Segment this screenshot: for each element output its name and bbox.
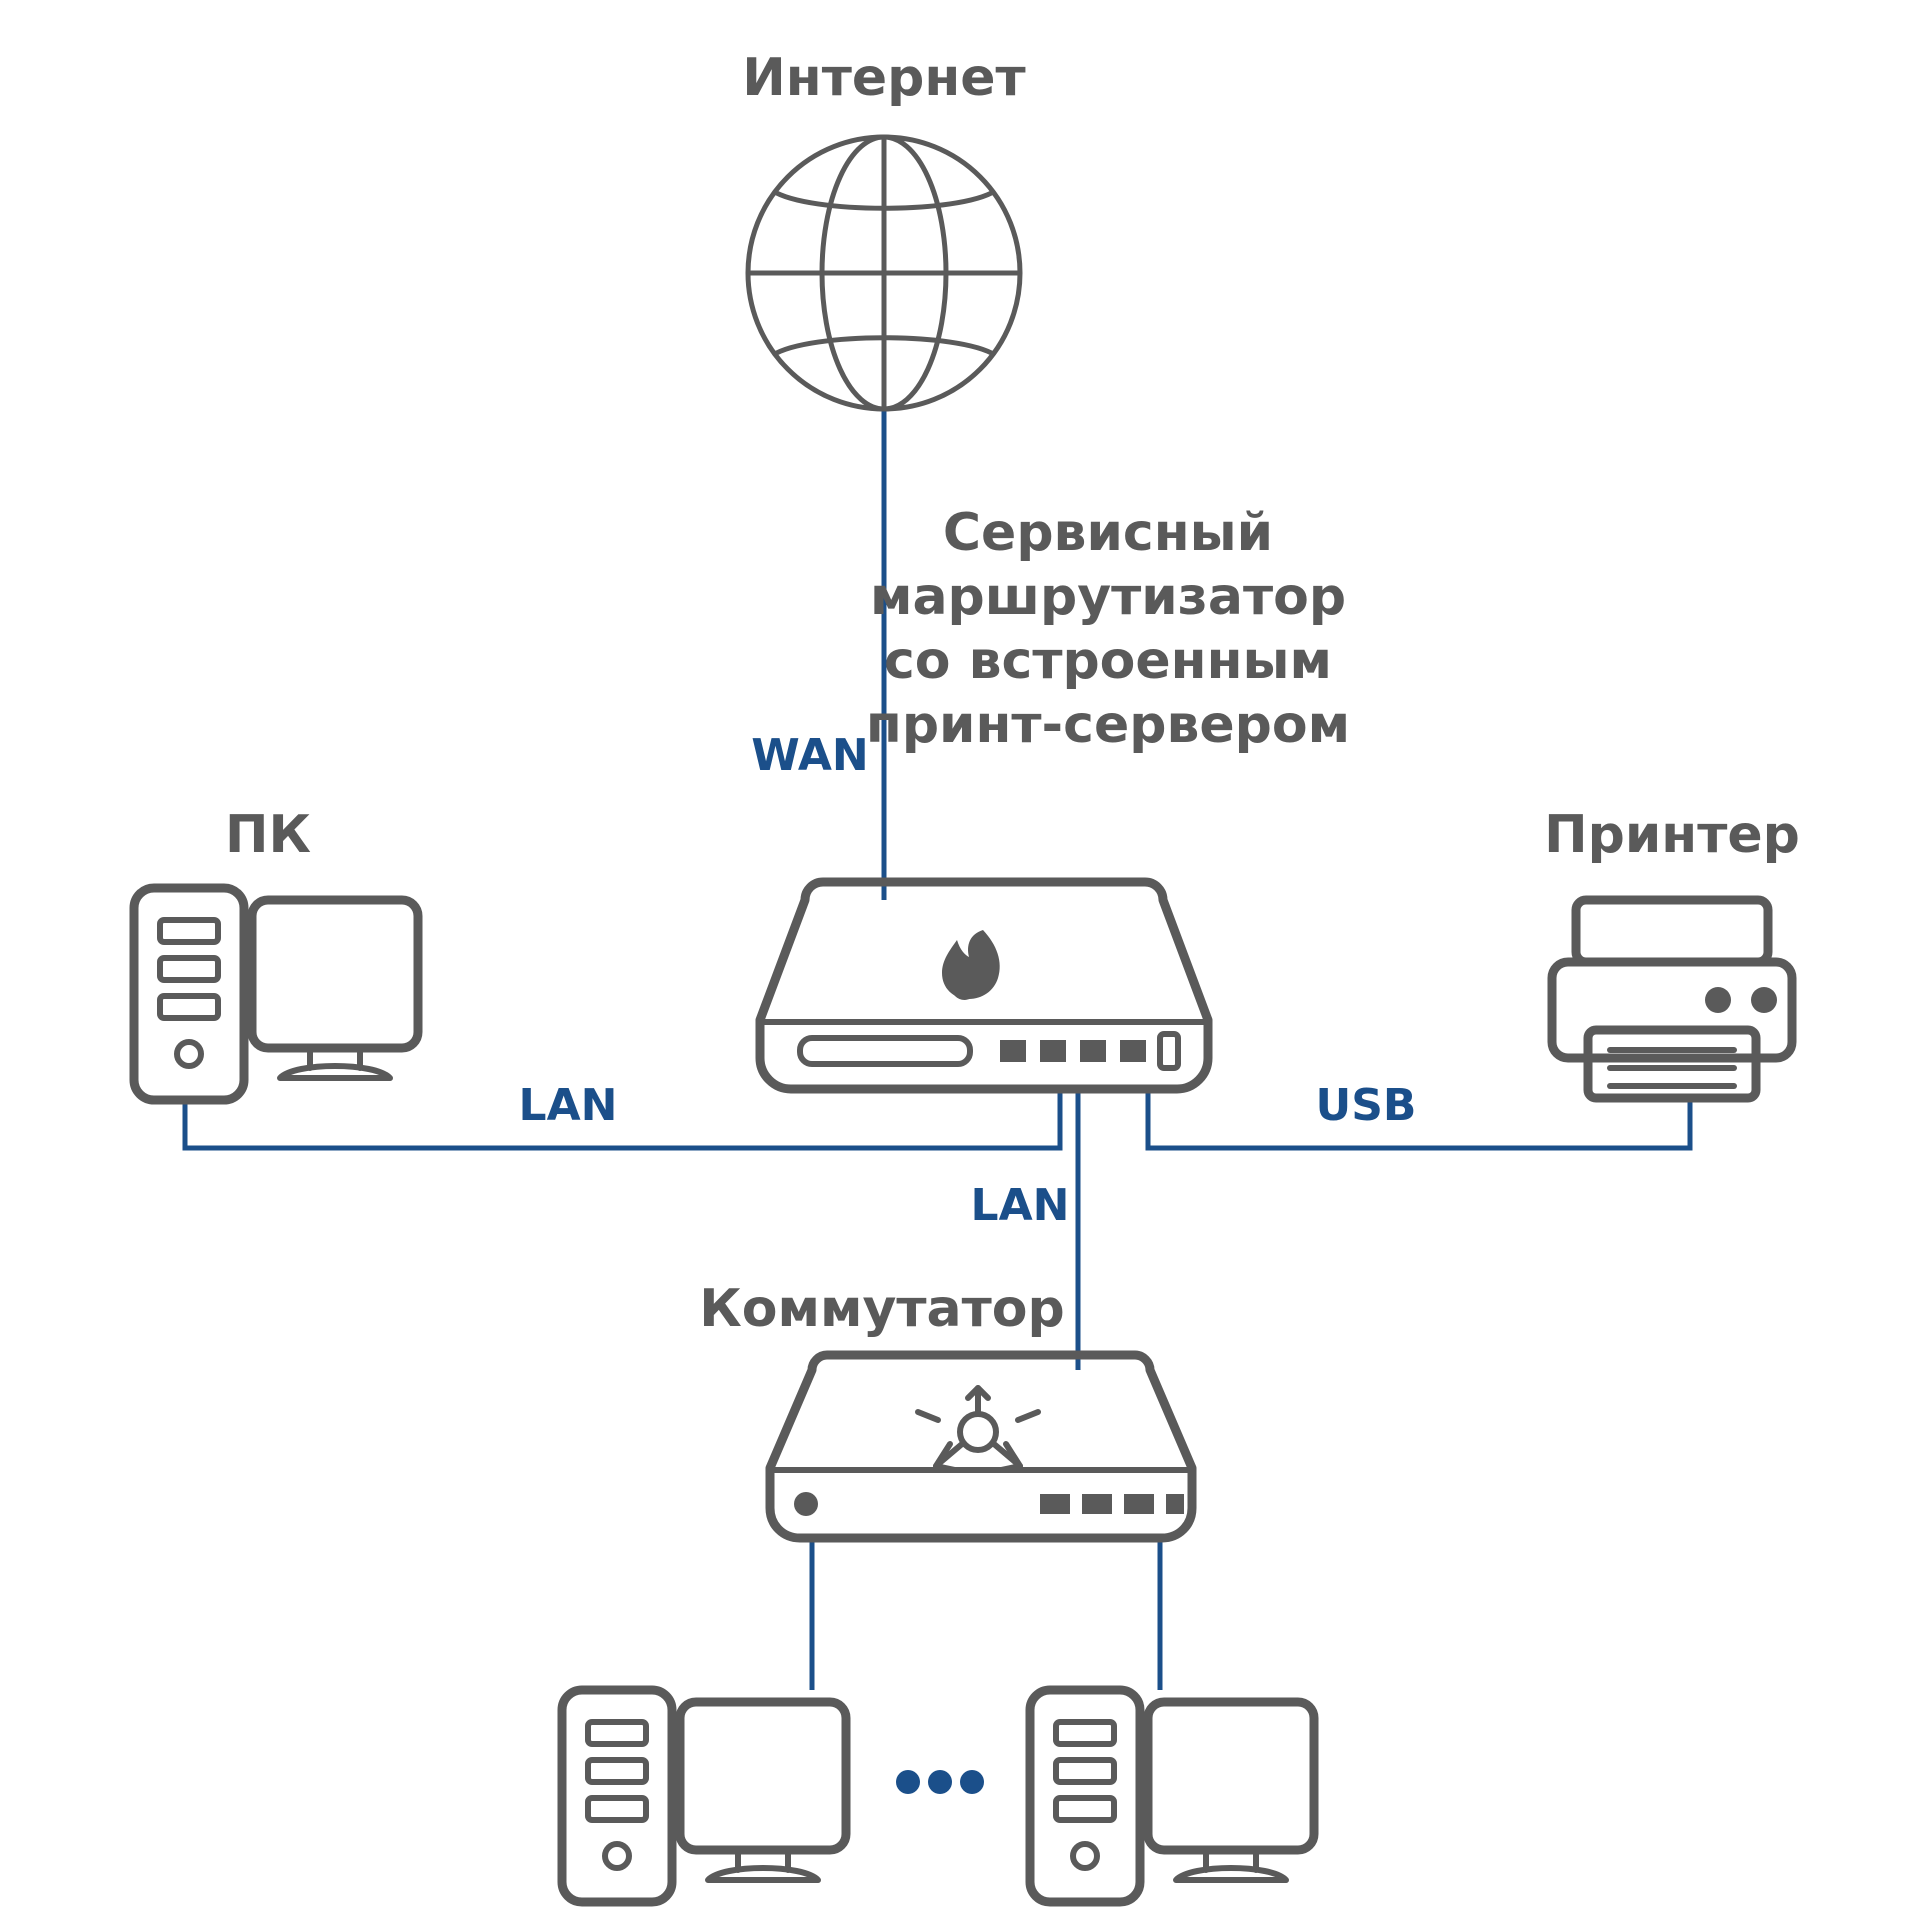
desktop-computer-icon <box>1030 1690 1314 1902</box>
pc-label: ПК <box>224 805 312 865</box>
link-label-lan-pc: LAN <box>518 1080 618 1131</box>
switch-label: Коммутатор <box>699 1279 1065 1339</box>
node-internet[interactable] <box>742 48 1025 409</box>
link-label-usb: USB <box>1315 1080 1417 1131</box>
link-label-wan: WAN <box>751 730 869 781</box>
router-firewall-icon <box>760 882 1208 1089</box>
node-switch[interactable] <box>699 1180 1192 1538</box>
node-client-pc-1[interactable] <box>562 1690 846 1902</box>
globe-icon <box>748 137 1020 409</box>
connection-pc-router <box>185 1090 1060 1148</box>
desktop-computer-icon <box>562 1690 846 1902</box>
node-pc[interactable] <box>134 805 617 1131</box>
printer-icon <box>1552 900 1792 1098</box>
link-label-lan-switch: LAN <box>970 1180 1070 1231</box>
printer-label: Принтер <box>1544 805 1800 865</box>
node-client-pc-2[interactable] <box>1030 1690 1314 1902</box>
router-label-line-4: принт-сервером <box>865 695 1351 755</box>
switch-icon <box>770 1355 1192 1538</box>
node-router[interactable] <box>751 503 1350 1089</box>
ellipsis-icon <box>896 1770 984 1794</box>
router-label-line-2: маршрутизатор <box>869 567 1347 627</box>
router-label-line-1: Сервисный <box>942 503 1274 563</box>
node-printer[interactable] <box>1316 805 1800 1131</box>
desktop-computer-icon <box>134 888 418 1100</box>
router-label <box>866 503 1350 755</box>
internet-label: Интернет <box>742 48 1026 108</box>
router-label-line-3: со встроенным <box>883 631 1333 691</box>
